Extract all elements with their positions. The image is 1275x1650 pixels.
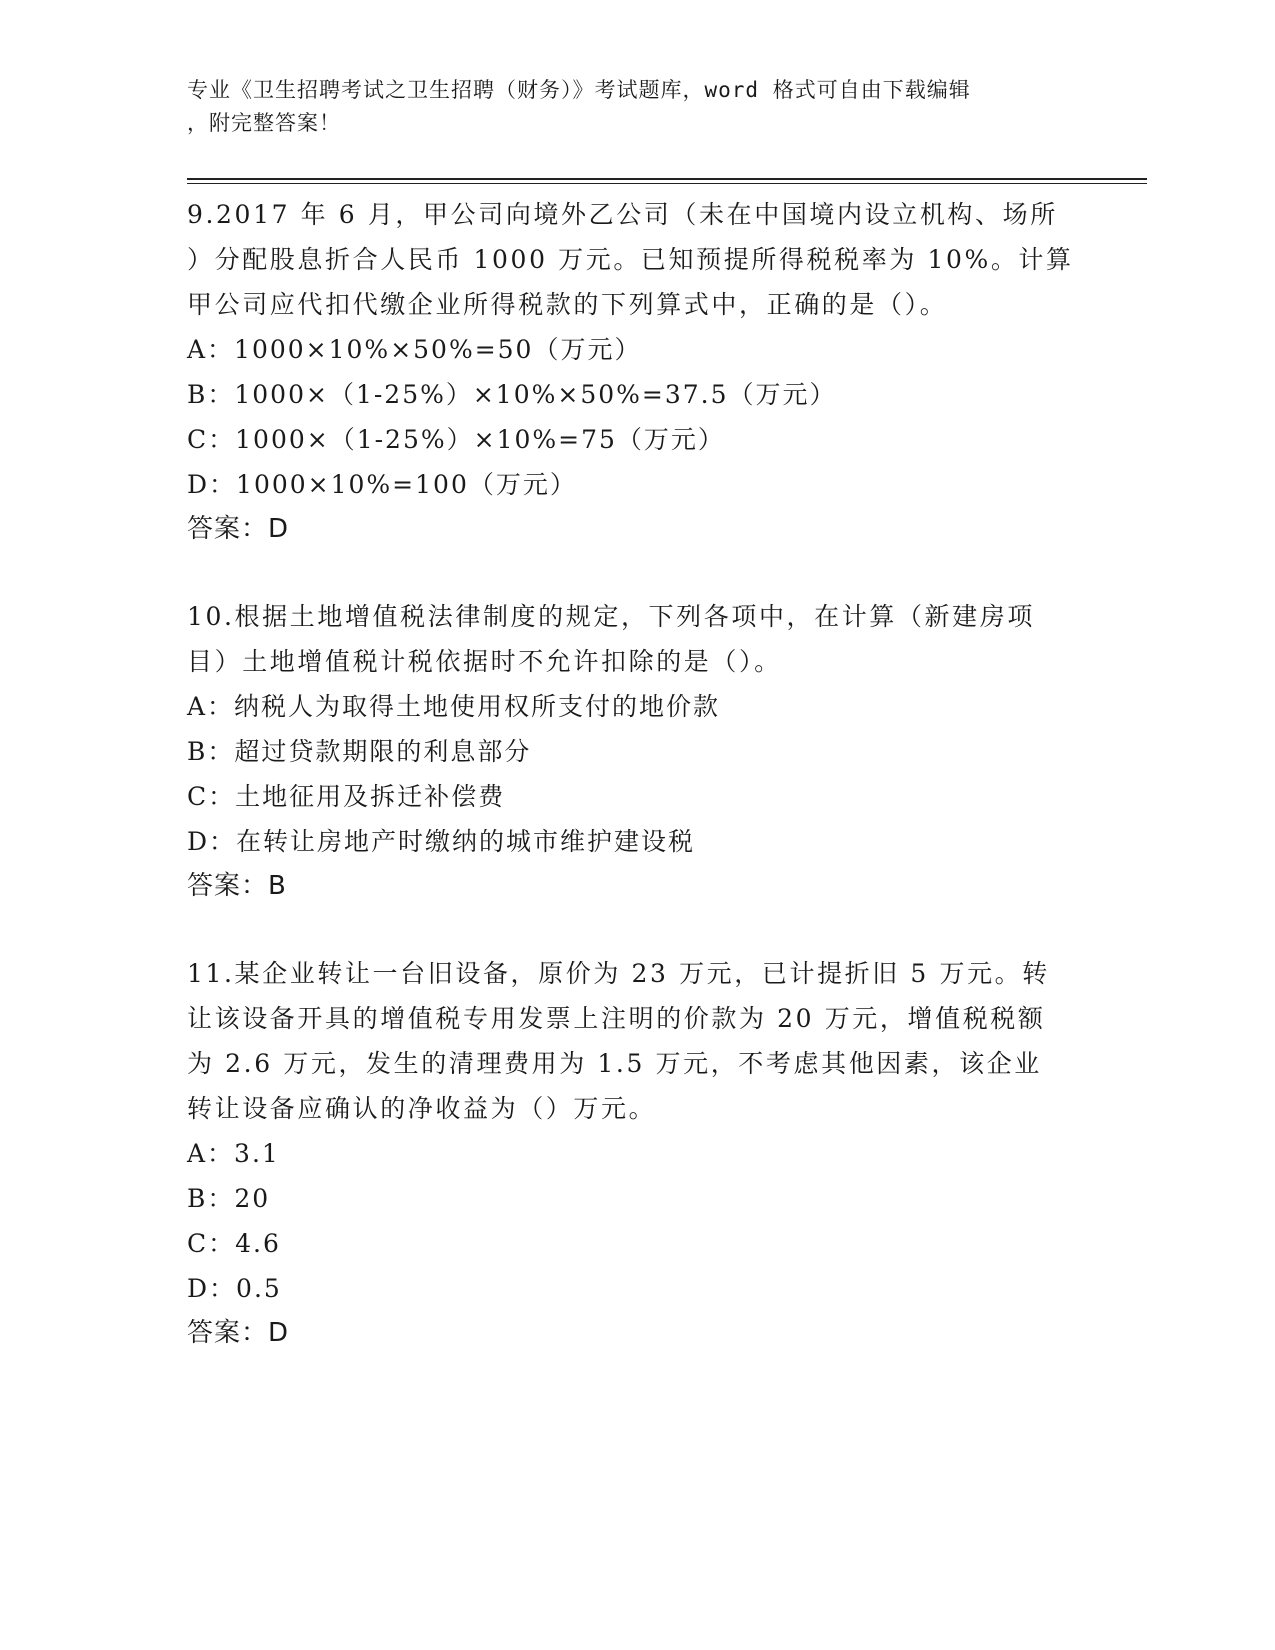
answer-line: 答案：B [187, 871, 287, 901]
answer-line: 答案：D [187, 1318, 290, 1348]
option-b: B：20 [187, 1184, 271, 1213]
question-stem-line: 甲公司应代扣代缴企业所得税款的下列算式中，正确的是（）。 [187, 290, 948, 319]
question-stem-line: 为 2.6 万元，发生的清理费用为 1.5 万元，不考虑其他因素，该企业 [187, 1049, 1042, 1078]
option-a: A：纳税人为取得土地使用权所支付的地价款 [187, 692, 721, 721]
question-stem [187, 951, 1077, 1131]
option-c: C：1000×（1-25%）×10%=75（万元） [187, 425, 725, 454]
option-c: C：4.6 [187, 1229, 281, 1258]
question-stem-line: 9.2017 年 6 月，甲公司向境外乙公司（未在中国境内设立机构、场所 [187, 200, 1058, 229]
option-a: A：3.1 [187, 1139, 280, 1168]
question-10 [187, 594, 1077, 909]
option-a: A：1000×10%×50%=50（万元） [187, 335, 642, 364]
option-d: D：0.5 [187, 1274, 282, 1303]
question-stem-line: 转让设备应确认的净收益为（）万元。 [187, 1094, 657, 1123]
answer-line: 答案：D [187, 514, 290, 544]
question-stem [187, 594, 1077, 684]
option-c: C：土地征用及拆迁补偿费 [187, 782, 506, 811]
header-line-2: ，附完整答案！ [187, 111, 341, 135]
header-divider-thick [187, 178, 1147, 180]
question-9 [187, 192, 1077, 552]
question-stem [187, 192, 1077, 327]
question-stem-line: ）分配股息折合人民币 1000 万元。已知预提所得税税率为 10%。计算 [187, 245, 1074, 274]
question-11 [187, 951, 1077, 1356]
question-stem-line: 10.根据土地增值税法律制度的规定，下列各项中，在计算（新建房项 [187, 602, 1035, 631]
option-d: D：1000×10%=100（万元） [187, 470, 577, 499]
header-line-1: 专业《卫生招聘考试之卫生招聘（财务）》考试题库，word 格式可自由下载编辑 [187, 78, 971, 102]
question-stem-line: 让该设备开具的增值税专用发票上注明的价款为 20 万元，增值税税额 [187, 1004, 1046, 1033]
question-stem-line: 目）土地增值税计税依据时不允许扣除的是（）。 [187, 647, 782, 676]
question-list [187, 192, 1077, 1398]
option-b: B：超过贷款期限的利息部分 [187, 737, 532, 766]
question-stem-line: 11.某企业转让一台旧设备，原价为 23 万元，已计提折旧 5 万元。转 [187, 959, 1050, 988]
option-b: B：1000×（1-25%）×10%×50%=37.5（万元） [187, 380, 837, 409]
document-header [187, 74, 1067, 140]
option-d: D：在转让房地产时缴纳的城市维护建设税 [187, 827, 696, 856]
header-divider-thin [187, 183, 1147, 184]
